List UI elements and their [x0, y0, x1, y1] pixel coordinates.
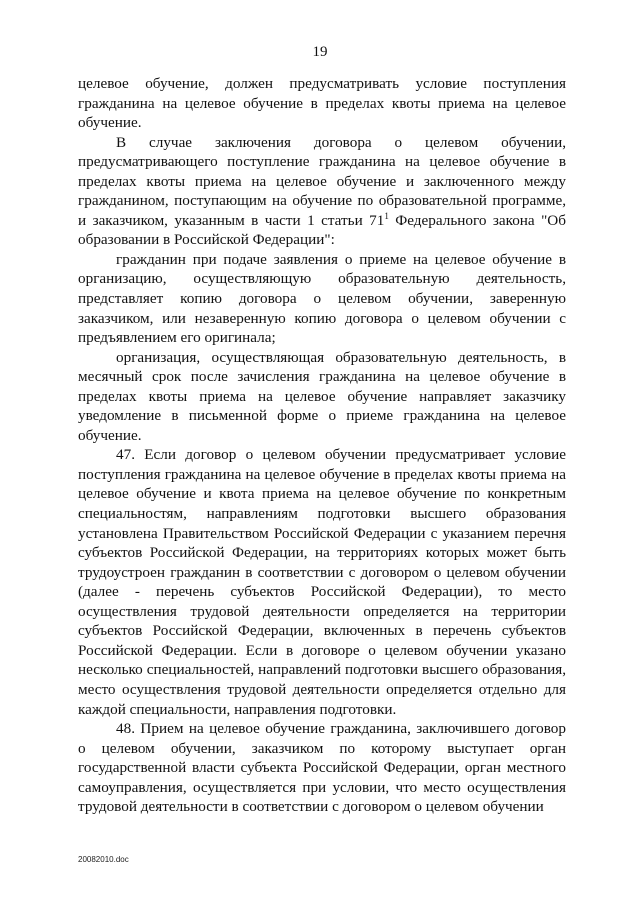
paragraph-text: В случае заключения договора о целевом обучении, предусматривающего поступление гражданина на целевое обучение в пределах квоты приема на целевое обучение и заключенного между гражданином, поступающим на обучение по образовательной программе, и заказчиком, указанным в части 1 статьи 71 — [78, 133, 566, 229]
paragraph-target-contract-case — [78, 133, 566, 250]
paragraph-citizen-application: гражданин при подаче заявления о приеме на целевое обучение в организацию, осуществляющую образовательную деятельность, представляет копию договора о целевом обучении, заверенную заказчиком, или незаверенную копию договора о целевом обучении с предъявлением его оригинала; — [78, 250, 566, 347]
paragraph-47: 47. Если договор о целевом обучении предусматривает условие поступления гражданина на целевое обучение в пределах квоты приема на целевое обучение и квота приема на целевое обучение по конкретным специальностям, направлениям подготовки высшего образования установлена Правительством Российской Федерации с указанием перечня субъектов Российской Федерации, на территориях которых может быть трудоустроен гражданин в соответствии с договором о целевом обучении (далее - перечень субъектов Российской Федерации), то место осуществления трудовой деятельности определяется на территории субъектов Российской Федерации, включенных в перечень субъектов Российской Федерации. Если в договоре о целевом обучении указано несколько специальностей, направлений подготовки высшего образования, место осуществления трудовой деятельности определяется отдельно для каждой специальности, направления подготовки. — [78, 446, 566, 718]
document-body — [78, 74, 566, 817]
footer-filename: 20082010.doc — [78, 855, 129, 864]
paragraph-continuation: целевое обучение, должен предусматривать условие поступления гражданина на целевое обучение в пределах квоты приема на целевое обучение. — [78, 75, 566, 132]
page-number: 19 — [312, 44, 328, 60]
paragraph-48: 48. Прием на целевое обучение гражданина, заключившего договор о целевом обучении, заказчиком по которому выступает орган государственной власти субъекта Российской Федерации, орган местного самоуправления, осуществляется при условии, что место осуществления трудовой деятельности в соответствии с договором о целевом обучении — [78, 720, 566, 816]
paragraph-text-tail: Федерального закона "Об образовании в Российской Федерации": — [78, 211, 566, 249]
paragraph-organization-notice: организация, осуществляющая образовательную деятельность, в месячный срок после зачисления гражданина на целевое обучение в пределах квоты приема на целевое обучение направляет заказчику уведомление в письменной форме о приеме гражданина на целевое обучение. — [78, 348, 566, 444]
article-superscript: 1 — [384, 210, 389, 221]
